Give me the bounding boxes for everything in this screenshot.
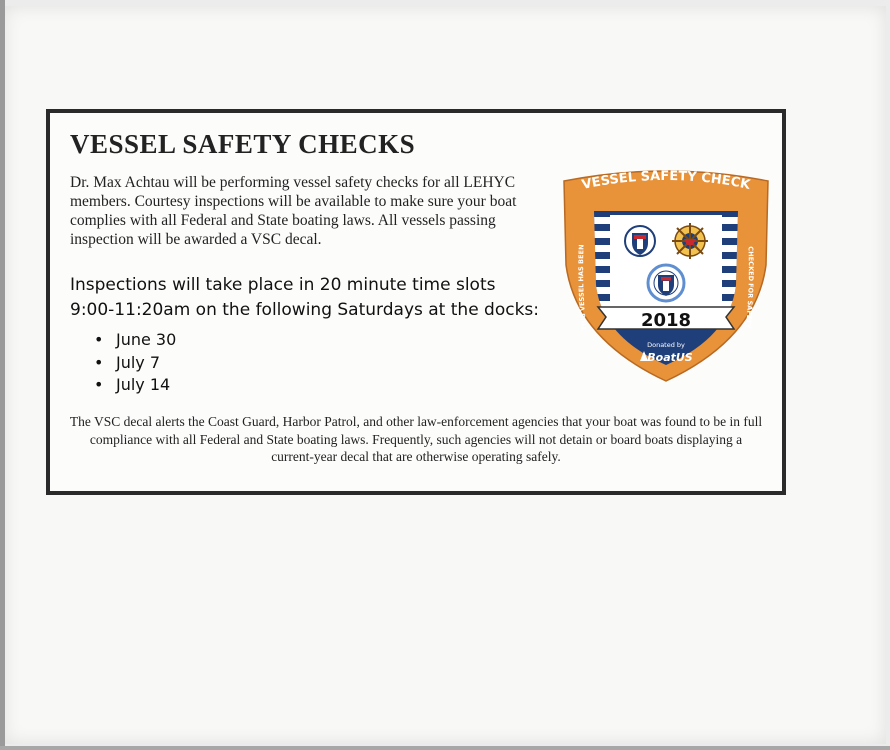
ship-wheel-emblem xyxy=(672,223,708,259)
date-item: • July 7 xyxy=(94,352,176,375)
scan-edge-left xyxy=(0,0,5,750)
schedule-line-1: Inspections will take place in 20 minute time slots xyxy=(70,275,496,295)
flyer-title: VESSEL SAFETY CHECKS xyxy=(70,129,416,159)
date-item: • July 14 xyxy=(94,374,176,397)
decal-sponsor: BoatUS xyxy=(647,351,693,364)
decal-explanation: The VSC decal alerts the Coast Guard, Harbor Patrol, and other law-enforcement agencies that your boat was found to be in full compliance with all Federal and State boating laws. Frequently, such agencies will not detain or board boats displaying a current-year decal that are otherwise operating safely. xyxy=(69,414,763,464)
decal-small-print: Donated by xyxy=(647,341,685,349)
inspection-dates xyxy=(94,329,176,397)
coast-guard-auxiliary-emblem xyxy=(625,226,655,256)
decal-header: VESSEL SAFETY CHECK xyxy=(580,168,752,193)
coast-guard-seal-emblem xyxy=(648,265,684,301)
decal-year: 2018 xyxy=(640,310,692,331)
decal-right-side-text: CHECKED FOR SAFETY xyxy=(743,246,755,329)
schedule-line-2: 9:00-11:20am on the following Saturdays at the docks: xyxy=(70,300,540,320)
scan-edge-bottom xyxy=(0,746,890,750)
intro-paragraph: Dr. Max Achtau will be performing vessel safety checks for all LEHYC members. Courtesy inspections will be available to make sure your boat complies with all Federal and State boating laws. All vessels passing inspection will be awarded a VSC decal. xyxy=(70,174,517,248)
decal-left-side-text: THIS VESSEL HAS BEEN xyxy=(577,244,589,331)
date-item: • June 30 xyxy=(94,329,176,352)
vessel-safety-check-decal xyxy=(560,165,772,383)
flyer-box xyxy=(46,109,786,495)
inspection-schedule xyxy=(70,273,570,323)
